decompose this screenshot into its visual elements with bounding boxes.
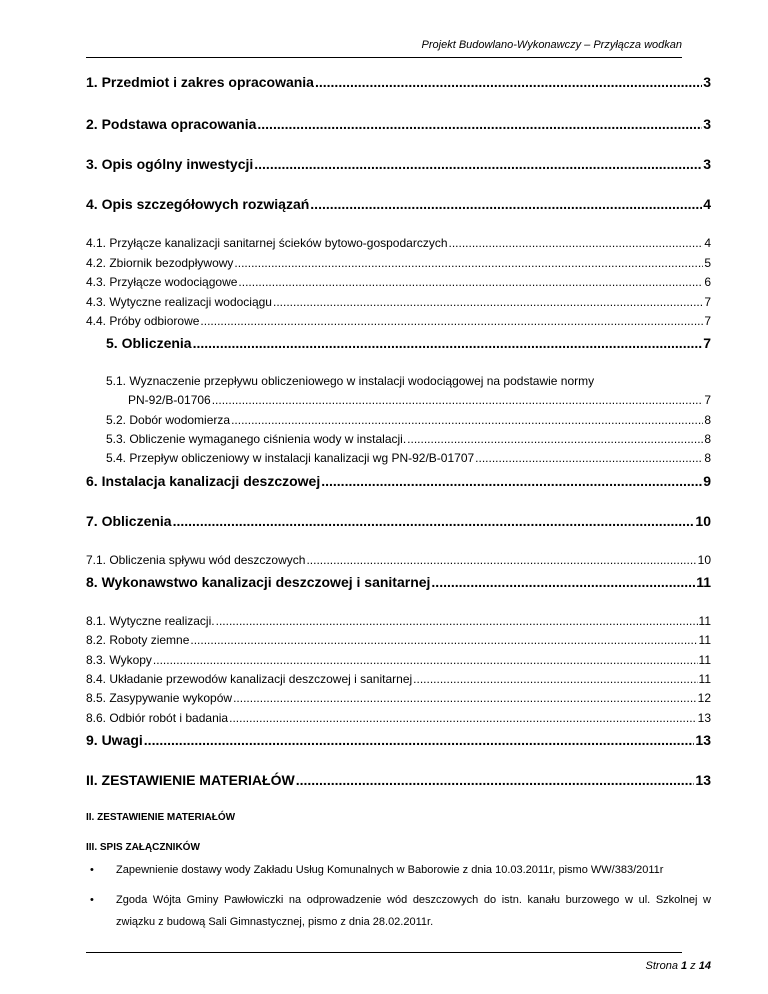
toc-entry-title: 4.3. Wytyczne realizacji wodociągu [86,295,272,309]
toc-leader-dots [475,451,703,465]
toc-entry-page: 11 [698,672,711,686]
toc-leader-dots [321,473,702,489]
toc-leader-dots [200,314,703,328]
toc-leader-dots [431,574,695,590]
toc-entry[interactable] [86,574,711,590]
toc-entry-page: 7 [704,393,711,407]
toc-leader-dots [254,156,702,172]
toc-entry-title: 8.4. Układanie przewodów kanalizacji deszczowej i sanitarnej [86,672,413,686]
bullet-icon: • [90,864,94,876]
toc-entry-page: 9 [703,473,711,489]
toc-entry[interactable] [86,513,711,529]
toc-entry[interactable] [86,772,711,788]
toc-entry-page: 7 [704,314,711,328]
toc-entry-title: 5. Obliczenia [106,335,192,351]
toc-entry-title: 6. Instalacja kanalizacji deszczowej [86,473,321,489]
toc-entry-page: 13 [695,732,711,748]
toc-leader-dots [273,295,703,309]
toc-entry-page: 3 [703,116,711,132]
toc-leader-dots [231,413,703,427]
footer-rule [86,952,682,953]
toc-leader-dots [216,614,698,628]
toc-leader-dots [193,335,703,351]
toc-entry-title: 4. Opis szczegółowych rozwiązań [86,196,310,212]
toc-entry[interactable] [86,236,711,250]
footer-page: 1 [681,960,688,972]
footer-total: 14 [698,960,711,972]
toc-leader-dots [238,275,703,289]
toc-entry[interactable] [86,275,711,289]
toc-entry-title: 8.6. Odbiór robót i badania [86,711,229,725]
toc-entry-page: 10 [697,553,711,567]
toc-entry-page: 7 [704,295,711,309]
toc-entry[interactable] [86,553,711,567]
toc-entry-title: 1. Przedmiot i zakres opracowania [86,74,314,90]
toc-entry-5-1-line1[interactable]: 5.1. Wyznaczenie przepływu obliczeniowego w instalacji wodociągowej na podstawie normy [106,374,595,388]
toc-entry-page: 4 [703,196,711,212]
toc-entry[interactable] [128,393,711,407]
toc-leader-dots [257,116,702,132]
toc-entry[interactable] [86,633,711,647]
toc-entry-title: PN-92/B-01706 [128,393,211,407]
toc-entry-page: 8 [704,413,711,427]
toc-entry-page: 11 [698,614,711,628]
page-header: Projekt Budowlano-Wykonawczy – Przyłącza wodkan [421,39,682,51]
toc-leader-dots [144,732,695,748]
toc-entry-title: 8.5. Zasypywanie wykopów [86,691,233,705]
attachment-item [86,859,711,881]
toc-entry-page: 3 [703,74,711,90]
toc-entry-title: 2. Podstawa opracowania [86,116,257,132]
toc-entry-page: 11 [698,653,711,667]
toc-entry-page: 7 [703,335,711,351]
toc-entry[interactable] [86,196,711,212]
toc-entry-page: 8 [704,432,711,446]
toc-entry[interactable] [86,256,711,270]
toc-entry-title: 7.1. Obliczenia spływu wód deszczowych [86,553,306,567]
toc-entry[interactable] [86,116,711,132]
toc-entry[interactable] [86,314,711,328]
toc-leader-dots [153,653,698,667]
toc-leader-dots [234,256,703,270]
toc-entry[interactable] [86,473,711,489]
toc-entry-page: 4 [704,236,711,250]
toc-entry-page: 13 [695,772,711,788]
toc-leader-dots [413,672,697,686]
toc-leader-dots [233,691,697,705]
toc-entry-title: 8.1. Wytyczne realizacji. [86,614,215,628]
toc-entry-page: 11 [698,633,711,647]
toc-entry-title: 4.3. Przyłącze wodociągowe [86,275,238,289]
toc-entry-page: 10 [695,513,711,529]
toc-entry[interactable] [86,653,711,667]
toc-leader-dots [315,74,702,90]
toc-entry-title: 3. Opis ogólny inwestycji [86,156,254,172]
toc-entry-title: 8. Wykonawstwo kanalizacji deszczowej i sanitarnej [86,574,431,590]
toc-entry-page: 12 [697,691,711,705]
toc-entry[interactable] [106,335,711,351]
toc-entry-page: 8 [704,451,711,465]
toc-entry-title: II. ZESTAWIENIE MATERIAŁÓW [86,772,295,788]
materials-heading: II. ZESTAWIENIE MATERIAŁÓW [86,812,236,823]
attachment-item [86,889,711,933]
footer-prefix: Strona [645,960,681,972]
toc-entry-page: 5 [704,256,711,270]
toc-entry-title: 5.2. Dobór wodomierza [106,413,231,427]
attachments-heading: III. SPIS ZAŁĄCZNIKÓW [86,842,200,853]
toc-entry-title: 4.2. Zbiornik bezodpływowy [86,256,234,270]
page-footer [646,960,711,972]
toc-leader-dots [449,236,704,250]
toc-leader-dots [190,633,697,647]
toc-entry-page: 13 [697,711,711,725]
toc-leader-dots [306,553,696,567]
toc-leader-dots [173,513,695,529]
toc-leader-dots [407,432,703,446]
toc-entry-title: 7. Obliczenia [86,513,172,529]
toc-leader-dots [212,393,704,407]
toc-leader-dots [229,711,697,725]
toc-leader-dots [310,196,702,212]
toc-entry-title: 4.1. Przyłącze kanalizacji sanitarnej ścieków bytowo-gospodarczych [86,236,448,250]
toc-entry-title: 5.3. Obliczenie wymaganego ciśnienia wody w instalacji. [106,432,407,446]
header-rule [86,57,682,58]
footer-sep: z [687,960,699,972]
attachment-text: Zgoda Wójta Gminy Pawłowiczki na odprowadzenie wód deszczowych do istn. kanału burzowego w ul. Szkolnej w związku z budową Sali Gimnastycznej, pismo z dnia 28.02.2011r. [116,894,711,928]
toc-entry-title: 5.4. Przepływ obliczeniowy w instalacji kanalizacji wg PN-92/B-01707 [106,451,475,465]
toc-entry-title: 8.2. Roboty ziemne [86,633,190,647]
toc-entry-page: 6 [704,275,711,289]
toc-entry-title: 4.4. Próby odbiorowe [86,314,200,328]
toc-entry[interactable] [106,432,711,446]
toc-entry[interactable] [86,732,711,748]
toc-entry-page: 3 [703,156,711,172]
toc-entry-title: 8.3. Wykopy [86,653,152,667]
attachment-text: Zapewnienie dostawy wody Zakładu Usług Komunalnych w Baborowie z dnia 10.03.2011r, pismo WW/383/2011r [116,864,664,876]
toc-entry[interactable] [86,672,711,686]
bullet-icon: • [90,894,94,906]
toc-entry[interactable] [86,691,711,705]
toc-entry[interactable] [106,451,711,465]
toc-entry[interactable] [86,156,711,172]
toc-entry[interactable] [86,295,711,309]
toc-leader-dots [296,772,695,788]
toc-entry[interactable] [86,711,711,725]
toc-entry[interactable] [86,74,711,90]
attachments-list [86,859,711,941]
toc-entry[interactable] [106,413,711,427]
toc-entry-title: 9. Uwagi [86,732,143,748]
toc-entry[interactable] [86,614,711,628]
toc-entry-page: 11 [696,574,711,590]
